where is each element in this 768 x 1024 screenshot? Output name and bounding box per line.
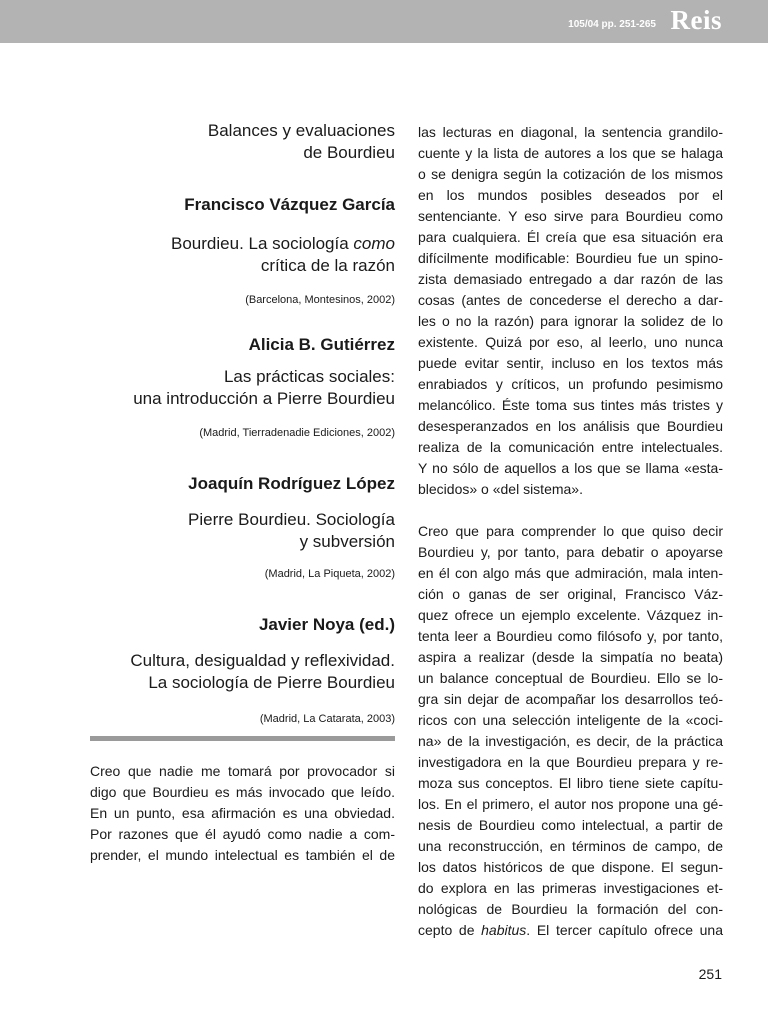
section-title: Balances y evaluaciones de Bourdieu: [207, 121, 395, 162]
journal-logo: Reis: [670, 5, 722, 35]
review-author: Joaquín Rodríguez López: [188, 474, 395, 493]
body-column-right: [418, 122, 723, 941]
review-author: Francisco Vázquez García: [184, 195, 395, 214]
review-entry: [90, 334, 395, 440]
divider-rule: [90, 736, 395, 741]
review-entry: [90, 614, 395, 726]
review-headings-column: [90, 120, 395, 866]
body-paragraph-left: Creo que nadie me tomará por provocador si digo que Bourdieu es más invocado que leído. En un punto, esa afirmación es una obviedad. Por razones que él ayudó como nadie a com- prender, el mundo intelectual es también el de: [90, 763, 395, 863]
publication-info: (Barcelona, Montesinos, 2002): [245, 294, 395, 306]
page-number: 251: [698, 966, 722, 982]
body-paragraph: las lecturas en diagonal, la sentencia grandilo- cuente y la lista de autores a los que se halaga o se denigra según la cotización de los mismos en los mundos posibles deseados por el sentenciante. Y eso sirve para Bourdieu como para cualquiera. Él creía que esa situación era difícilmente modificable: Bourdieu fue un spino- zista demasiado entregado a dar razón de las cosas (antes de concederse el derecho a dar- les o no la razón) para ignorar la solidez de lo existente. Quizá por eso, al leerlo, uno nunca puede evitar sentir, incluso en los textos más enrabiados y críticos, un profundo pesimismo melancólico. Éste toma sus tintes más tristes y desesperanzados en los análisis que Bourdieu realiza de la comunicación entre intelectuales. Y no sólo de aquellos a los que se llama «esta- blecidos» o «del sistema».: [418, 124, 723, 497]
body-paragraph: Creo que para comprender lo que quiso decir Bourdieu y, por tanto, para debatir o apoyarse en él con algo más que admiración, mala inten- ción o ganas de ser original, Francisco Váz- quez ofrece un ejemplo excelente. Vázquez in- tenta leer a Bourdieu como filósofo y, por tanto, aspira a realizar (desde la simpatía no beata) un balance conceptual de Bourdieu. Ello se lo- gra sin dejar de acompañar los desarrollos teó- ricos con una selección inteligente de la «coci- na» de la investigación, es decir, de la práctica investigadora en la que Bourdieu prepara y re- moza sus conceptos. El libro tiene siete capítu- los. En el primero, el autor nos propone una gé- nesis de Bourdieu como intelectual, a partir de una reconstrucción, en términos de campo, de los datos históricos de que dispone. El segun- do explora en las primeras investigaciones et- nológicas de Bourdieu la formación del con- cepto de habitus. El tercer capítulo ofrece una: [418, 523, 723, 938]
review-entry: [90, 473, 395, 581]
publication-info: (Madrid, Tierradenadie Ediciones, 2002): [199, 427, 395, 439]
book-title: Pierre Bourdieu. Sociología y subversión: [188, 510, 395, 551]
issue-reference: 105/04 pp. 251-265: [568, 19, 656, 30]
journal-header-bar: [0, 0, 768, 43]
review-author: Alicia B. Gutiérrez: [248, 335, 395, 354]
book-title: Cultura, desigualdad y reflexividad. La sociología de Pierre Bourdieu: [130, 651, 395, 692]
review-entry: [90, 194, 395, 307]
book-title: Bourdieu. La sociología como crítica de la razón: [171, 234, 395, 275]
review-author: Javier Noya (ed.): [258, 615, 395, 634]
book-title: Las prácticas sociales: una introducción a Pierre Bourdieu: [133, 367, 395, 408]
publication-info: (Madrid, La Piqueta, 2002): [264, 568, 395, 580]
publication-info: (Madrid, La Catarata, 2003): [259, 713, 395, 725]
